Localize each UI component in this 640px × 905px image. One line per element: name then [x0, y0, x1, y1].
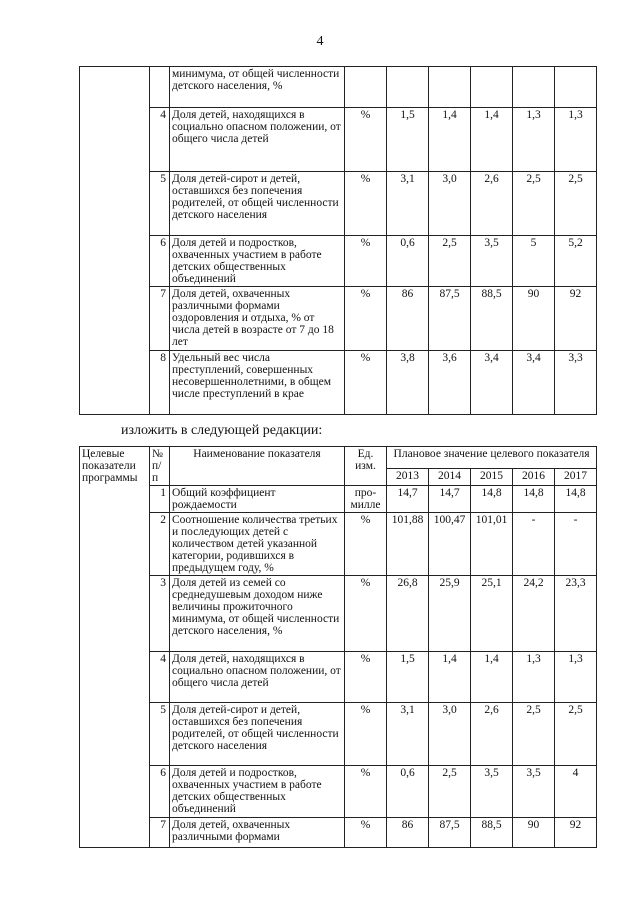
value: 101,88	[387, 513, 429, 576]
value: 1,5	[387, 652, 429, 703]
value: 3,1	[387, 703, 429, 766]
value: 1,4	[429, 108, 471, 172]
row-number: 4	[150, 108, 170, 172]
indicator-name: Доля детей из семей со среднедушевым доходом ниже величины прожиточного минимума, от общей численности детского населения, %	[170, 576, 345, 652]
unit: %	[345, 236, 387, 287]
indicator-name: Доля детей-сирот и детей, оставшихся без попечения родителей, от общей численности детского населения	[170, 703, 345, 766]
value: 26,8	[387, 576, 429, 652]
header-year: 2017	[555, 468, 597, 485]
value: 14,7	[387, 486, 429, 513]
value: 3,1	[387, 172, 429, 236]
indicators-table-old	[79, 66, 597, 415]
header-year: 2014	[429, 468, 471, 485]
value: 101,01	[471, 513, 513, 576]
table-row	[80, 108, 597, 172]
value: 1,3	[513, 652, 555, 703]
value: 2,5	[513, 172, 555, 236]
header-unit: Ед. изм.	[345, 447, 387, 486]
row-number: 6	[150, 236, 170, 287]
row-number: 2	[150, 513, 170, 576]
row-number: 1	[150, 486, 170, 513]
value: 3,0	[429, 703, 471, 766]
table-row	[80, 513, 597, 576]
indicators-table-new	[79, 446, 597, 848]
page-number: 4	[316, 34, 324, 49]
indicator-name: Доля детей, находящихся в социально опасном положении, от общего числа детей	[170, 652, 345, 703]
instruction-text: изложить в следующей редакции:	[121, 423, 323, 438]
value: 14,7	[429, 486, 471, 513]
table-row	[80, 766, 597, 818]
value: 3,4	[471, 351, 513, 415]
header-row	[80, 447, 597, 469]
value: 1,4	[429, 652, 471, 703]
value: 2,6	[471, 172, 513, 236]
value: 1,3	[513, 108, 555, 172]
unit: %	[345, 703, 387, 766]
header-year: 2016	[513, 468, 555, 485]
unit: про-милле	[345, 486, 387, 513]
row-number: 4	[150, 652, 170, 703]
unit: %	[345, 652, 387, 703]
table-row	[80, 652, 597, 703]
row-number	[150, 67, 170, 108]
unit	[345, 67, 387, 108]
value: 4	[555, 766, 597, 818]
unit: %	[345, 287, 387, 351]
value: 3,5	[471, 766, 513, 818]
value: 2,5	[555, 172, 597, 236]
value: 90	[513, 818, 555, 848]
value: 5,2	[555, 236, 597, 287]
indicator-name: Доля детей и подростков, охваченных участием в работе детских общественных объединений	[170, 236, 345, 287]
value: 1,5	[387, 108, 429, 172]
value: 3,5	[471, 236, 513, 287]
header-planned-value: Плановое значение целевого показателя	[387, 447, 597, 469]
value: 14,8	[555, 486, 597, 513]
unit: %	[345, 172, 387, 236]
value: 86	[387, 287, 429, 351]
header-indicator-name: Наименование показателя	[170, 447, 345, 486]
value: 25,1	[471, 576, 513, 652]
value: 1,4	[471, 108, 513, 172]
value: 3,3	[555, 351, 597, 415]
table-row	[80, 67, 597, 108]
value: 25,9	[429, 576, 471, 652]
header-target-indicators: Целевые показатели программы	[80, 447, 150, 848]
value: -	[555, 513, 597, 576]
indicator-name: Доля детей, находящихся в социально опасном положении, от общего числа детей	[170, 108, 345, 172]
value: 2,5	[429, 236, 471, 287]
value: 2,5	[555, 703, 597, 766]
indicator-name: Доля детей, охваченных различными формами оздоровления и отдыха, % от числа детей в возрасте от 7 до 18 лет	[170, 287, 345, 351]
indicator-name: Доля детей и подростков, охваченных участием в работе детских общественных объединений	[170, 766, 345, 818]
value: 1,3	[555, 108, 597, 172]
unit: %	[345, 766, 387, 818]
indicator-name: Удельный вес числа преступлений, совершенных несовершеннолетними, в общем числе преступлений в крае	[170, 351, 345, 415]
value: 3,6	[429, 351, 471, 415]
value	[429, 67, 471, 108]
value: 2,5	[513, 703, 555, 766]
value	[513, 67, 555, 108]
value: 3,8	[387, 351, 429, 415]
table-row	[80, 172, 597, 236]
indicator-name: Общий коэффициент рождаемости	[170, 486, 345, 513]
value: 2,5	[429, 766, 471, 818]
value: 14,8	[513, 486, 555, 513]
value: 88,5	[471, 818, 513, 848]
header-year: 2015	[471, 468, 513, 485]
table-row	[80, 236, 597, 287]
value: 87,5	[429, 287, 471, 351]
value: 3,0	[429, 172, 471, 236]
value: 24,2	[513, 576, 555, 652]
value: 2,6	[471, 703, 513, 766]
header-number: № п/п	[150, 447, 170, 486]
indicator-name: Доля детей-сирот и детей, оставшихся без попечения родителей, от общей численности детского населения	[170, 172, 345, 236]
value	[555, 67, 597, 108]
value: 1,3	[555, 652, 597, 703]
table-row	[80, 703, 597, 766]
row-number: 6	[150, 766, 170, 818]
header-year: 2013	[387, 468, 429, 485]
value: 1,4	[471, 652, 513, 703]
value: 88,5	[471, 287, 513, 351]
unit: %	[345, 513, 387, 576]
value: 100,47	[429, 513, 471, 576]
value: 3,5	[513, 766, 555, 818]
row-number: 5	[150, 172, 170, 236]
value: -	[513, 513, 555, 576]
row-number: 7	[150, 818, 170, 848]
value: 87,5	[429, 818, 471, 848]
unit: %	[345, 351, 387, 415]
table-row	[80, 486, 597, 513]
unit: %	[345, 108, 387, 172]
value	[387, 67, 429, 108]
value: 3,4	[513, 351, 555, 415]
value: 92	[555, 287, 597, 351]
table-row	[80, 351, 597, 415]
value: 0,6	[387, 236, 429, 287]
indicator-name: Соотношение количества третьих и последующих детей с количеством детей указанной категории, родившихся в предыдущем году, %	[170, 513, 345, 576]
row-number: 8	[150, 351, 170, 415]
value: 14,8	[471, 486, 513, 513]
value: 90	[513, 287, 555, 351]
row-number: 5	[150, 703, 170, 766]
row-number: 3	[150, 576, 170, 652]
row-number: 7	[150, 287, 170, 351]
unit: %	[345, 818, 387, 848]
value: 92	[555, 818, 597, 848]
value: 86	[387, 818, 429, 848]
table-row	[80, 576, 597, 652]
value: 0,6	[387, 766, 429, 818]
value: 5	[513, 236, 555, 287]
value: 23,3	[555, 576, 597, 652]
unit: %	[345, 576, 387, 652]
table-row	[80, 818, 597, 848]
value	[471, 67, 513, 108]
table-row	[80, 287, 597, 351]
indicator-name: Доля детей, охваченных различными формами	[170, 818, 345, 848]
indicator-group-cell	[80, 67, 150, 415]
indicator-name: минимума, от общей численности детского населения, %	[170, 67, 345, 108]
